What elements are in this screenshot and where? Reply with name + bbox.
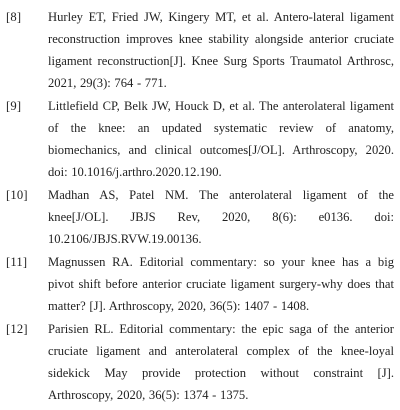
reference-text: Littlefield CP, Belk JW, Houck D, et al. The anterolateral ligament of the knee: an updated systematic review of anatomy, biomechanics, and clinical outcomes[J/OL]. Arthroscopy, 2020. doi: 10.1016/j.arthro.2020.12.190. bbox=[48, 99, 394, 179]
reference-number: [12] bbox=[6, 322, 28, 336]
reference-item bbox=[6, 318, 394, 406]
reference-item bbox=[6, 95, 394, 183]
reference-item bbox=[6, 184, 394, 250]
reference-text: Magnussen RA. Editorial commentary: so your knee has a big pivot shift before anterior cruciate ligament surgery-why does that matter? [J]. Arthroscopy, 2020, 36(5): 1407 - 1408. bbox=[48, 255, 394, 313]
reference-text: Parisien RL. Editorial commentary: the epic saga of the anterior cruciate ligament and anterolateral complex of the knee-loyal sidekick May provide protection without constraint [J]. Arthroscopy, 2020, 36(5): 1374 - 1375. bbox=[48, 322, 394, 402]
reference-text: Hurley ET, Fried JW, Kingery MT, et al. Antero-lateral ligament reconstruction improves knee stability alongside anterior cruciate ligament reconstruction[J]. Knee Surg Sports Traumatol Arthrosc, 2021, 29(3): 764 - 771. bbox=[48, 10, 394, 90]
reference-number: [9] bbox=[6, 99, 22, 113]
reference-number: [10] bbox=[6, 188, 28, 202]
reference-item bbox=[6, 6, 394, 94]
reference-item bbox=[6, 251, 394, 317]
reference-text: Madhan AS, Patel NM. The anterolateral ligament of the knee[J/OL]. JBJS Rev, 2020, 8(6): e0136. doi: 10.2106/JBJS.RVW.19.00136. bbox=[48, 188, 394, 246]
reference-number: [11] bbox=[6, 255, 28, 269]
reference-number: [8] bbox=[6, 10, 22, 24]
